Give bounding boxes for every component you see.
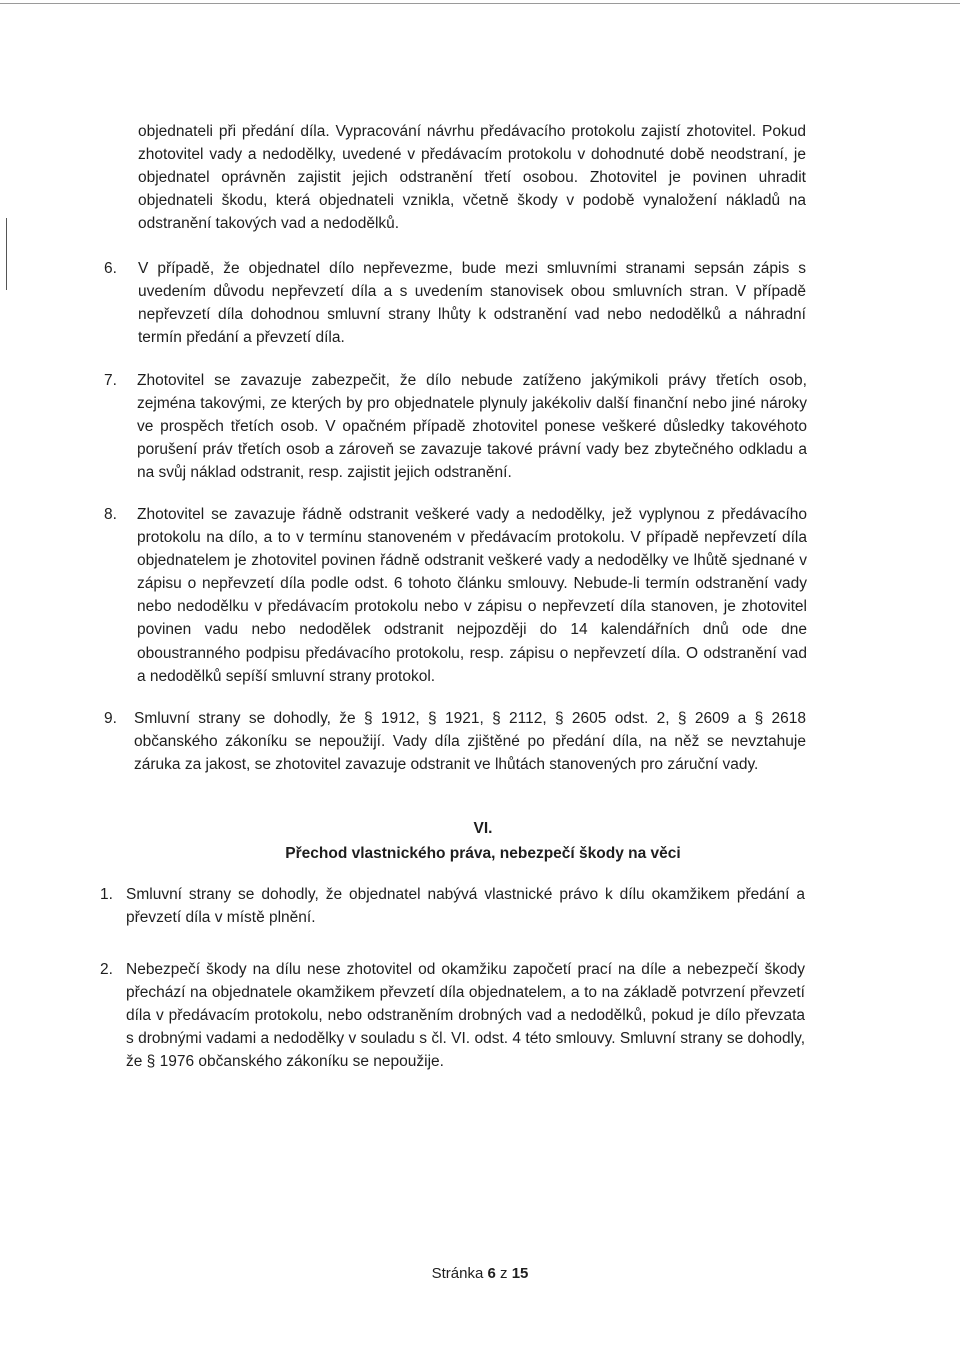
section-item-number: 2. [100, 961, 113, 978]
item-paragraph: Zhotovitel se zavazuje zabezpečit, že dílo nebude zatíženo jakýmikoli právy třetích osob, zejména takovými, ze kterých by pro objednatele plynuly jakékoliv další finanční nebo jiné nároky ve prospěch třetích osob. V opačném případě zhotovitel ponese veškeré důsledky takovéhoto porušení práv třetích osob a zároveň se zavazuje takové právní vady bez zbytečného odkladu a na svůj náklad odstranit, resp. zajistit jejich odstranění. [137, 372, 807, 482]
footer-label: Stránka [431, 1265, 484, 1282]
item-number: 9. [104, 710, 117, 727]
item-paragraph: Smluvní strany se dohodly, že § 1912, § 1921, § 2112, § 2605 odst. 2, § 2609 a § 2618 občanského zákoníku se nepoužijí. Vady díla zjištěné po předání díla, na něž se nevztahuje záruka za jakost, se zhotovitel zavazuje odstranit ve lhůtách stanovených pro záruční vady. [134, 710, 806, 774]
item-number: 8. [104, 506, 117, 523]
item-number: 6. [104, 260, 117, 277]
footer-of: z [500, 1265, 508, 1282]
section-item-number: 1. [100, 886, 113, 903]
footer-page-number: 6 [487, 1265, 496, 1282]
item-paragraph: V případě, že objednatel dílo nepřevezme, bude mezi smluvními stranami sepsán zápis s uvedením důvodu nepřevzetí díla a s uvedením stanovisek obou smluvních stran. V případě nepřevzetí díla dohodnou smluvní strany lhůty k odstranění vad nebo nedodělků a náhradní termín předání a převzetí díla. [138, 260, 806, 347]
continuation-paragraph: objednateli při předání díla. Vypracování návrhu předávacího protokolu zajistí zhotovitel. Pokud zhotovitel vady a nedodělky, uvedené v předávacím protokolu v dohodnuté době neodstraní, je objednatel oprávněn zajistit jejich odstranění třetí osobou. Zhotovitel je povinen uhradit objednateli škodu, která objednateli vznikla, včetně škody v podobě vynaložení nákladů na odstranění takových vad a nedodělků. [138, 123, 806, 233]
footer-total-pages: 15 [511, 1265, 529, 1282]
item-paragraph: Zhotovitel se zavazuje řádně odstranit veškeré vady a nedodělky, jež vyplynou z předávacího protokolu na dílo, a to v termínu stanoveném v předávacím protokolu. V případě nepřevzetí díla objednatelem je zhotovitel povinen řádně odstranit veškeré vady a nedodělky ve lhůtě sjednané v zápisu o nepřevzetí díla podle odst. 6 tohoto článku smlouvy. Nebude-li termín odstranění vady nebo nedodělku v předávacím protokolu nebo v zápisu o nepřevzetí díla stanoven, je zhotovitel povinen vadu nebo nedodělek odstranit nejpozději do 14 kalendářních dnů ode dne oboustranného podpisu předávacího protokolu, resp. zápisu o nepřevzetí díla. O odstranění vad a nedodělků sepíší smluvní strany protokol. [137, 506, 807, 685]
section-item-paragraph: Smluvní strany se dohodly, že objednatel nabývá vlastnické právo k dílu okamžikem předání a převzetí díla v místě plnění. [126, 886, 805, 927]
section-number: VI. [473, 820, 493, 837]
section-item-paragraph: Nebezpečí škody na dílu nese zhotovitel od okamžiku započetí prací na díle a nebezpečí škody přechází na objednatele okamžikem převzetí díla objednatelem, a to na základě potvrzení převzetí díla v předávacím protokolu, nebo odstraněním drobných vad a nedodělků, pokud je dílo převzata s drobnými vadami a nedodělky v souladu s čl. VI. odst. 4 této smlouvy. Smluvní strany se dohodly, že § 1976 občanského zákoníku se nepoužije. [126, 961, 805, 1071]
item-number: 7. [104, 372, 117, 389]
page-footer [0, 1265, 960, 1282]
scan-margin-mark [6, 218, 7, 290]
top-border-line [0, 3, 960, 4]
section-title: Přechod vlastnického práva, nebezpečí škody na věci [285, 845, 681, 862]
